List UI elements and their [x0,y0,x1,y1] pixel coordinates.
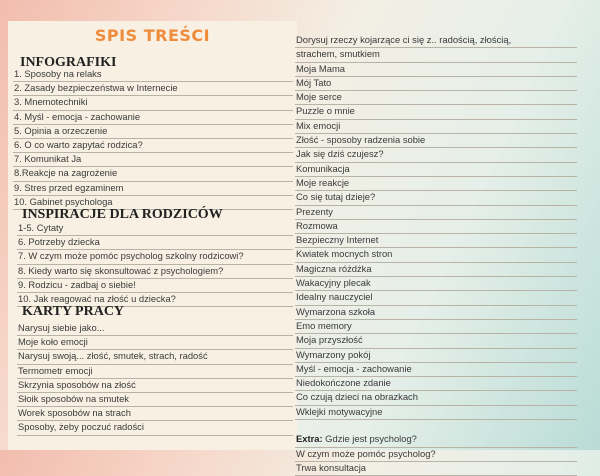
toc-item: Rozmowa [295,220,577,234]
infografiki-list [13,68,293,210]
toc-item: Co czują dzieci na obrazkach [295,391,577,405]
toc-item: Wymarzony pokój [295,349,577,363]
list-spacer [295,420,577,433]
toc-item: Puzzle o mnie [295,105,577,119]
toc-item: Trwa konsultacja [295,462,577,476]
toc-item: 10. Jak reagować na złość u dziecka? [17,293,293,307]
toc-item: 6. O co warto zapytać rodzica? [13,139,293,153]
toc-item: Emo memory [295,320,577,334]
toc-item: 1-5. Cytaty [17,222,293,236]
toc-item: Idealny nauczyciel [295,291,577,305]
extra-label: Extra: [296,433,323,445]
toc-item: Jak się dziś czujesz? [295,148,577,162]
toc-item: Magiczna różdżka [295,263,577,277]
toc-item: Moja przyszłość [295,334,577,348]
toc-item: Myśl - emocja - zachowanie [295,363,577,377]
toc-item: 1. Sposoby na relaks [13,68,293,82]
toc-item: Termometr emocji [17,365,293,379]
toc-item: 4. Myśl - emocja - zachowanie [13,111,293,125]
toc-item: 2. Zasady bezpieczeństwa w Internecie [13,82,293,96]
toc-item: Moje reakcje [295,177,577,191]
toc-item: Sposoby, żeby poczuć radości [17,421,293,435]
inspiracje-list [17,222,293,307]
toc-item: Wymarzona szkoła [295,306,577,320]
section-heading-karty-pracy: KARTY PRACY [22,304,125,319]
toc-item: Co się tutaj dzieje? [295,191,577,205]
toc-item: 7. Komunikat Ja [13,153,293,167]
toc-item: Niedokończone zdanie [295,377,577,391]
toc-item: Moje serce [295,91,577,105]
toc-item: Moja Mama [295,63,577,77]
toc-item: 5. Opinia a orzeczenie [13,125,293,139]
toc-item: Wakacyjny plecak [295,277,577,291]
toc-item: Narysuj swoją... złość, smutek, strach, radość [17,350,293,364]
toc-item: W czym może pomóc psycholog? [295,448,577,462]
section-heading-infografiki: INFOGRAFIKI [20,55,117,70]
toc-item: Kwiatek mocnych stron [295,248,577,262]
karty-pracy-continued-list [295,34,577,476]
toc-item: 3. Mnemotechniki [13,96,293,110]
toc-item: 8.Reakcje na zagrożenie [13,167,293,181]
toc-item: Skrzynia sposobów na złość [17,379,293,393]
toc-item: Prezenty [295,206,577,220]
toc-item: Wklejki motywacyjne [295,406,577,420]
toc-item: 6. Potrzeby dziecka [17,236,293,250]
toc-item: Worek sposobów na strach [17,407,293,421]
toc-item: 8. Kiedy warto się skonsultować z psychologiem? [17,265,293,279]
toc-item: Słoik sposobów na smutek [17,393,293,407]
toc-item: Narysuj siebie jako... [17,322,293,336]
karty-pracy-list [17,322,293,436]
toc-item: Mój Tato [295,77,577,91]
extra-first-item: Gdzie jest psycholog? [322,433,417,445]
toc-item: 10. Gabinet psychologa [13,196,293,210]
toc-item: Komunikacja [295,163,577,177]
page-title: SPIS TREŚCI [94,26,211,45]
section-heading-inspiracje: INSPIRACJE DLA RODZICÓW [22,207,223,222]
toc-item: strachem, smutkiem [295,48,577,62]
toc-item: 7. W czym może pomóc psycholog szkolny rodzicowi? [17,250,293,264]
toc-item: Złość - sposoby radzenia sobie [295,134,577,148]
extra-item [295,433,577,447]
toc-item: Dorysuj rzeczy kojarzące ci się z.. radością, złością, [295,34,577,48]
toc-item: Moje koło emocji [17,336,293,350]
toc-item: 9. Rodzicu - zadbaj o siebie! [17,279,293,293]
toc-item: Bezpieczny Internet [295,234,577,248]
toc-item: Mix emocji [295,120,577,134]
toc-item: 9. Stres przed egzaminem [13,182,293,196]
